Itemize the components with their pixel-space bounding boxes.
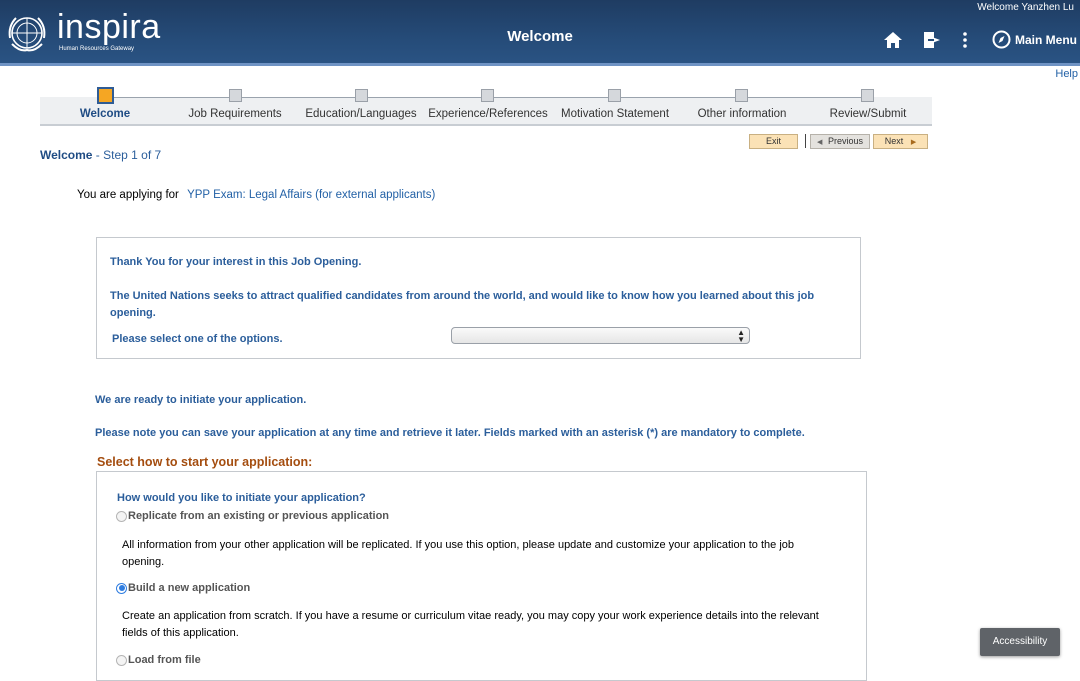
page-title: Welcome <box>507 28 573 45</box>
load-file-label[interactable]: Load from file <box>128 654 201 666</box>
home-icon[interactable] <box>883 30 903 50</box>
next-label: Next <box>884 136 904 146</box>
step-marker-motivation-statement[interactable] <box>608 89 621 102</box>
applying-for-line <box>77 189 435 201</box>
brand-subtitle: Human Resources Gateway <box>59 46 135 52</box>
build-new-description: Create an application from scratch. If you have a resume or curriculum vitae ready, you may copy your work experience details into the relevant fields of this application. <box>122 610 819 639</box>
applying-prefix: You are applying for <box>77 189 179 201</box>
compass-icon <box>992 30 1011 49</box>
initiate-question: How would you like to initiate your application? <box>117 492 366 504</box>
step-heading <box>40 148 161 162</box>
recruitment-source-text: The United Nations seeks to attract qualified candidates from around the world, and would like to know how you learned about this job opening. <box>110 290 815 319</box>
step-heading-name: Welcome <box>40 148 93 162</box>
replicate-radio[interactable] <box>116 511 127 522</box>
step-label-welcome[interactable]: Welcome <box>79 108 131 120</box>
more-actions-icon[interactable] <box>955 30 975 50</box>
step-marker-other-information[interactable] <box>735 89 748 102</box>
replicate-label[interactable]: Replicate from an existing or previous application <box>128 510 390 522</box>
job-title-link[interactable]: YPP Exam: Legal Affairs (for external applicants) <box>187 189 436 201</box>
step-label-education-languages[interactable]: Education/Languages <box>305 108 417 120</box>
step-marker-review-submit[interactable] <box>861 89 874 102</box>
option-load-from-file[interactable] <box>116 654 201 666</box>
button-divider <box>805 134 806 148</box>
previous-arrow-icon: ◀ <box>817 139 823 146</box>
step-marker-experience-references[interactable] <box>481 89 494 102</box>
step-marker-welcome[interactable] <box>97 87 114 104</box>
app-header <box>0 0 1080 66</box>
accessibility-button[interactable]: Accessibility <box>980 628 1060 656</box>
start-section-title: Select how to start your application: <box>97 455 313 469</box>
ready-text: We are ready to initiate your application. <box>95 394 307 406</box>
step-label-experience-references[interactable]: Experience/References <box>428 108 548 120</box>
step-label-review-submit[interactable]: Review/Submit <box>829 108 907 120</box>
option-replicate[interactable] <box>116 510 389 522</box>
next-button[interactable] <box>873 134 928 149</box>
load-file-radio[interactable] <box>116 655 127 666</box>
replicate-description: All information from your other application will be replicated. If you use this option, please update and customize your application to the job opening. <box>122 539 794 568</box>
previous-button[interactable] <box>810 134 870 149</box>
brand-logo-text: inspira <box>57 8 161 46</box>
main-menu-button[interactable] <box>992 30 1077 49</box>
step-label-motivation-statement[interactable]: Motivation Statement <box>560 108 670 120</box>
exit-button[interactable]: Exit <box>749 134 798 149</box>
step-marker-job-requirements[interactable] <box>229 89 242 102</box>
build-new-radio[interactable] <box>116 583 127 594</box>
step-heading-progress: - Step 1 of 7 <box>92 148 162 162</box>
select-updown-icon: ▲ ▼ <box>737 328 745 344</box>
welcome-user: Welcome Yanzhen Lu <box>977 2 1074 13</box>
build-new-label[interactable]: Build a new application <box>128 582 251 594</box>
option-build-new[interactable] <box>116 582 250 594</box>
signout-icon[interactable] <box>921 30 941 50</box>
main-menu-label: Main Menu <box>1015 32 1077 47</box>
help-link[interactable]: Help <box>1055 68 1078 80</box>
source-select[interactable] <box>451 327 750 344</box>
select-prompt: Please select one of the options. <box>112 333 283 345</box>
step-label-job-requirements[interactable]: Job Requirements <box>188 108 282 120</box>
next-arrow-icon: ▶ <box>910 139 917 146</box>
thank-you-text: Thank You for your interest in this Job Opening. <box>110 256 362 268</box>
previous-label: Previous <box>827 136 863 146</box>
step-label-other-information[interactable]: Other information <box>697 108 787 120</box>
step-marker-education-languages[interactable] <box>355 89 368 102</box>
save-note-text: Please note you can save your application at any time and retrieve it later. Fields marked with an asterisk (*) are mandatory to complete. <box>95 427 805 439</box>
